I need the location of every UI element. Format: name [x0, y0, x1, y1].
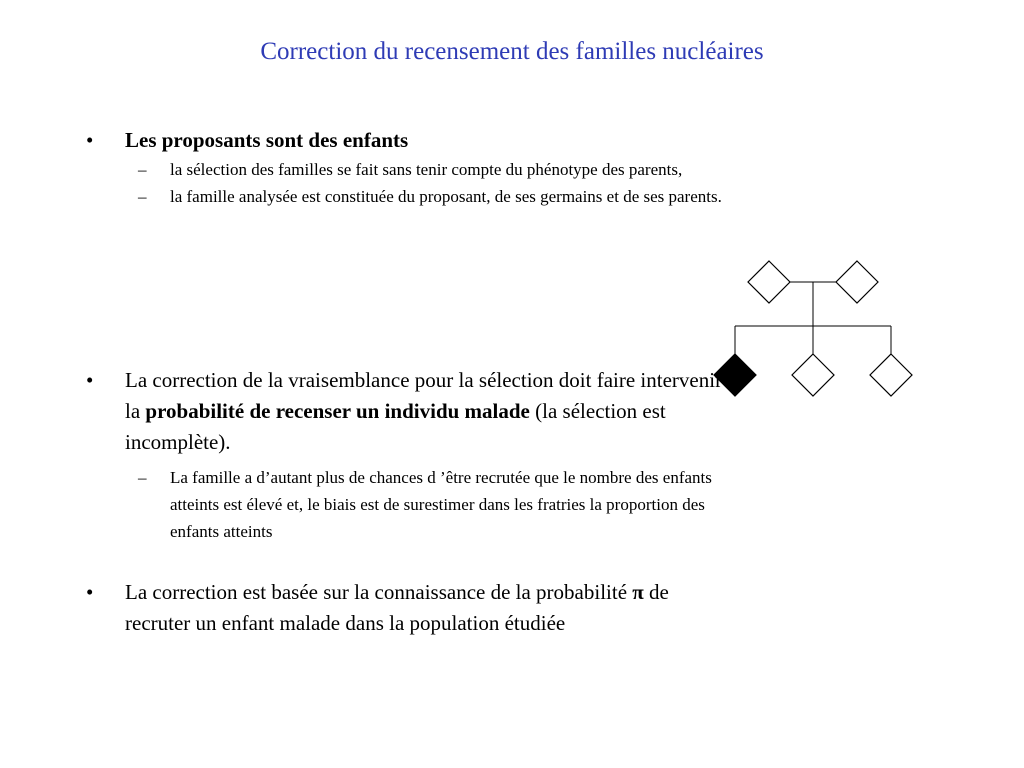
sub-bullet-item	[86, 156, 946, 183]
dash-marker: –	[138, 160, 147, 179]
bullet-text: (la sélection est incomplète).	[125, 399, 666, 454]
bullet-marker: •	[86, 580, 94, 604]
bullet-item	[86, 365, 726, 458]
dash-marker: –	[138, 187, 147, 206]
sub-bullet-item	[86, 464, 726, 545]
sibling-diamond	[870, 354, 912, 396]
pedigree-diagram	[700, 250, 930, 400]
pi-symbol: π	[632, 580, 644, 604]
bullet-section-2	[86, 365, 726, 545]
slide-title: Correction du recensement des familles nucléaires	[260, 38, 764, 65]
bullet-marker: •	[86, 128, 94, 152]
sub-bullet-text: la famille analysée est constituée du proposant, de ses germains et de ses parents.	[170, 187, 722, 206]
sub-bullet-text: La famille a d’autant plus de chances d ’être recrutée que le nombre des enfants atteints est élevé et, le biais est de surestimer dans les fratries la proportion des enfants atteints	[170, 468, 712, 541]
bullet-text: La correction de la vraisemblance pour la sélection doit faire intervenir la	[125, 368, 723, 423]
bullet-item	[86, 125, 946, 156]
bullet-marker: •	[86, 368, 94, 392]
sub-bullet-item	[86, 183, 946, 210]
bullet-text-bold: probabilité de recenser un individu malade	[145, 399, 530, 423]
bullet-section-3	[86, 577, 726, 639]
bullet-section-1	[86, 125, 946, 210]
bullet-heading: Les proposants sont des enfants	[125, 128, 409, 152]
parent-diamond	[748, 261, 790, 303]
parent-diamond	[836, 261, 878, 303]
dash-marker: –	[138, 468, 147, 487]
sub-bullet-text: la sélection des familles se fait sans tenir compte du phénotype des parents,	[170, 160, 683, 179]
bullet-item	[86, 577, 726, 639]
bullet-text: de recruter un enfant malade dans la population étudiée	[125, 580, 669, 635]
bullet-text: La correction est basée sur la connaissance de la probabilité	[125, 580, 633, 604]
sibling-diamond	[792, 354, 834, 396]
